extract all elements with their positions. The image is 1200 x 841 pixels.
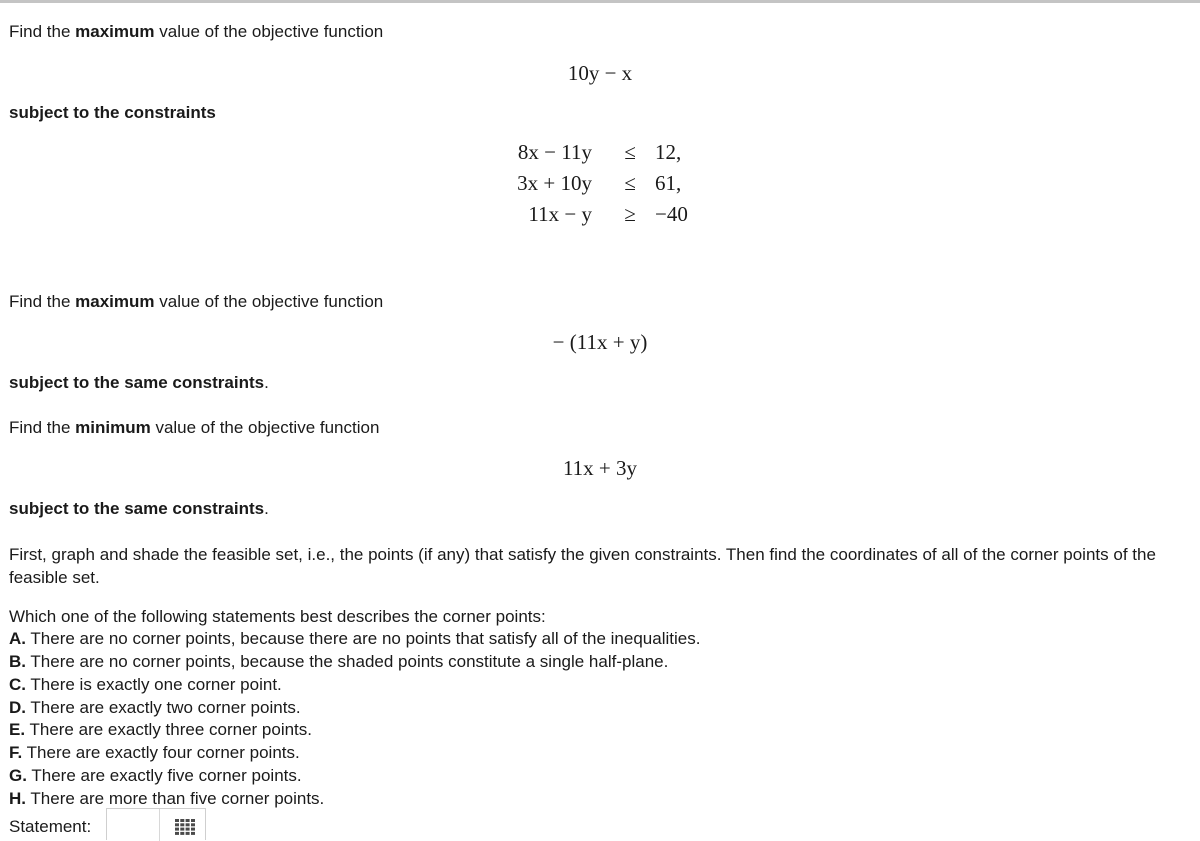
statement-label: Statement:: [9, 817, 92, 836]
constraints-heading: subject to the constraints: [9, 103, 216, 122]
statement-input[interactable]: [106, 808, 206, 840]
statement-answer-field[interactable]: [107, 809, 159, 841]
constraint-operator: ≤: [624, 171, 636, 195]
same-constraints-2: subject to the same constraints.: [9, 499, 269, 518]
option-a: A. There are no corner points, because there are no points that satisfy all of the inequalities.: [9, 629, 701, 648]
constraint-lhs: 8x − 11y: [517, 140, 592, 164]
objective-function-1: 10y − x: [567, 61, 633, 85]
instructions-paragraph: First, graph and shade the feasible set, i.e., the points (if any) that satisfy the given constraints. Then find the coordinates of all of the corner points of the feasible set.: [9, 545, 1156, 587]
input-divider: [159, 809, 160, 841]
keypad-grid-icon[interactable]: [175, 819, 195, 835]
option-g: G. There are exactly five corner points.: [9, 766, 302, 785]
objective-function-3: 11x + 3y: [562, 456, 638, 480]
option-h: H. There are more than five corner points.: [9, 789, 325, 808]
prompt-max-2: Find the maximum value of the objective function: [9, 292, 384, 311]
constraint-operator: ≥: [624, 202, 636, 226]
constraint-rhs: 12,: [655, 140, 682, 164]
question-text: Which one of the following statements best describes the corner points:: [9, 607, 546, 626]
same-constraints-1: subject to the same constraints.: [9, 373, 269, 392]
prompt-max-1: Find the maximum value of the objective function: [9, 22, 384, 41]
option-f: F. There are exactly four corner points.: [9, 743, 300, 762]
objective-function-2: − (11x + y): [552, 330, 648, 354]
constraint-lhs: 11x − y: [528, 202, 592, 226]
constraint-rhs: 61,: [655, 171, 682, 195]
option-b: B. There are no corner points, because the shaded points constitute a single half-plane.: [9, 652, 669, 671]
prompt-min-3: Find the minimum value of the objective function: [9, 418, 380, 437]
constraint-operator: ≤: [624, 140, 636, 164]
constraint-lhs: 3x + 10y: [517, 171, 592, 195]
option-e: E. There are exactly three corner points.: [9, 720, 313, 739]
constraint-rhs: −40: [655, 202, 688, 226]
option-d: D. There are exactly two corner points.: [9, 698, 301, 717]
option-c: C. There is exactly one corner point.: [9, 675, 282, 694]
top-border: [0, 0, 1200, 3]
